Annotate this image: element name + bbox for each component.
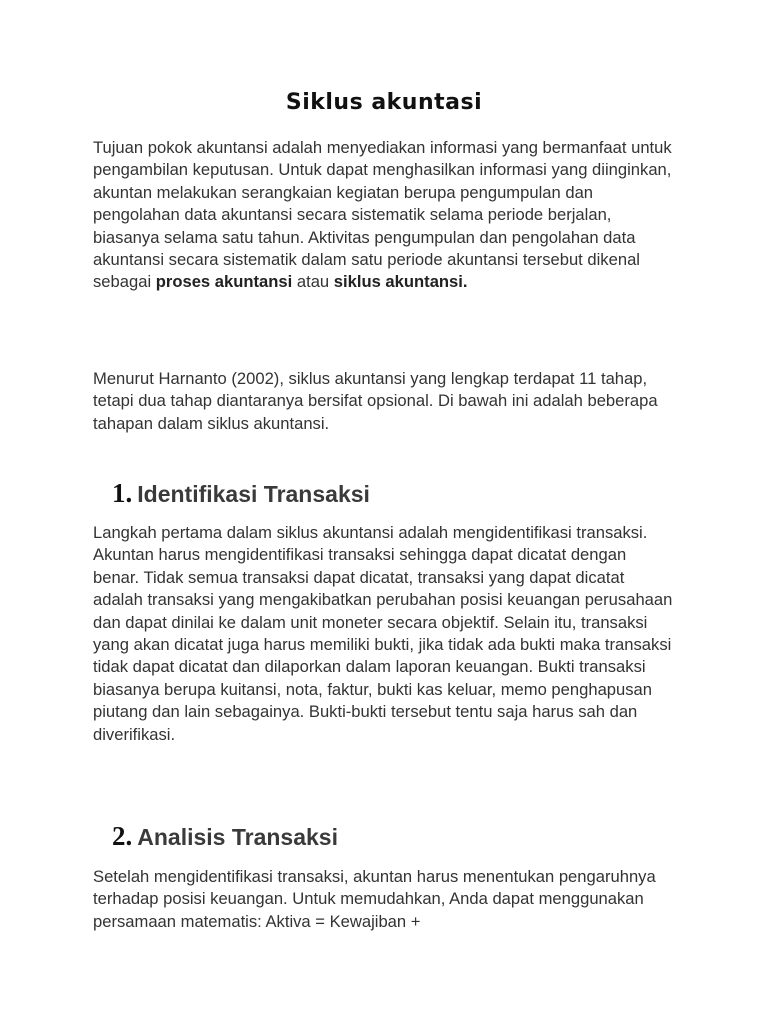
intro-text: Tujuan pokok akuntansi adalah menyediakan informasi yang bermanfaat untuk pengambilan keputusan. Untuk dapat menghasilkan informasi yang diinginkan, akuntan melakukan serangkaian kegiatan berupa pengumpulan dan pengolahan data akuntansi secara sistematik selama periode berjalan, biasanya selama satu tahun. Aktivitas pengumpulan dan pengolahan data akuntansi secara sistematik dalam satu periode akuntansi tersebut dikenal sebagai xyxy=(93,138,672,292)
intro-bold-term-1: proses akuntansi xyxy=(155,272,293,292)
section-body-1: Langkah pertama dalam siklus akuntansi adalah mengidentifikasi transaksi. Akuntan harus mengidentifikasi transaksi sehingga dapat dicatat dengan benar. Tidak semua transaksi dapat dicatat, transaksi yang dapat dicatat adalah transaksi yang mengakibatkan perubahan posisi keuangan perusahaan dan dapat dinilai ke dalam unit moneter secara objektif. Selain itu, transaksi yang akan dicatat juga harus memiliki bukti, jika tidak ada bukti maka transaksi tidak dapat dicatat dan dilaporkan dalam laporan keuangan. Bukti transaksi biasanya berupa kuitansi, nota, faktur, bukti kas keluar, memo penghapusan piutang dan lain sebagainya. Bukti-bukti tersebut tentu saja harus sah dan diverifikasi. xyxy=(93,523,673,744)
section-body-2: Setelah mengidentifikasi transaksi, akuntan harus menentukan pengaruhnya terhadap posisi keuangan. Untuk memudahkan, Anda dapat menggunakan persamaan matematis: Aktiva = Kewajiban + xyxy=(93,867,656,931)
page-title: Siklus akuntasi xyxy=(285,90,483,115)
intro-connector: atau xyxy=(292,272,334,292)
section-heading-2 xyxy=(112,821,338,852)
harnanto-paragraph: Menurut Harnanto (2002), siklus akuntansi yang lengkap terdapat 11 tahap, tetapi dua tahap diantaranya bersifat opsional. Di bawah ini adalah beberapa tahapan dalam siklus akuntansi. xyxy=(93,369,658,433)
section-title-1: Identifikasi Transaksi xyxy=(137,481,370,507)
intro-bold-term-2: siklus akuntansi. xyxy=(333,272,468,292)
intro-paragraph xyxy=(93,137,673,294)
section-number-2: 2. xyxy=(112,821,133,851)
section-number-1: 1. xyxy=(112,478,133,508)
section-heading-1 xyxy=(112,478,370,509)
section-title-2: Analisis Transaksi xyxy=(137,824,338,850)
